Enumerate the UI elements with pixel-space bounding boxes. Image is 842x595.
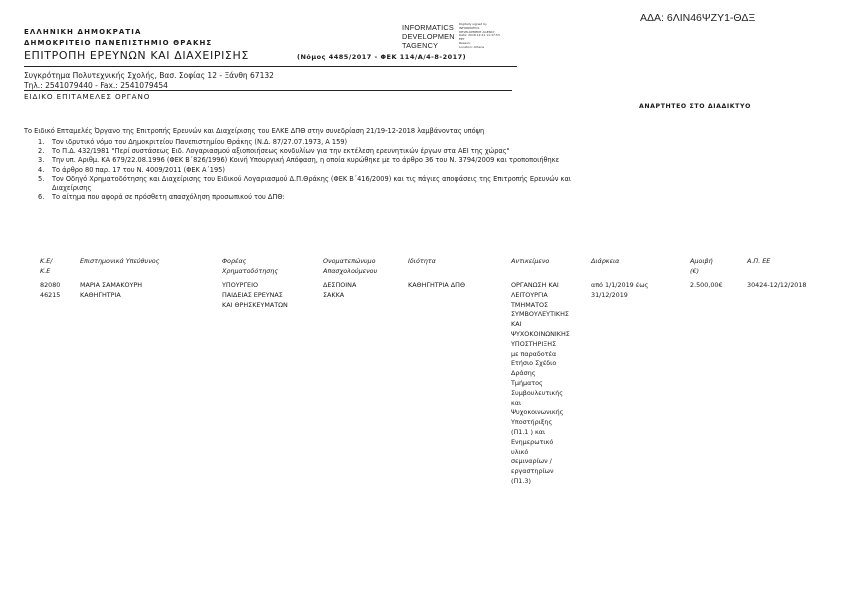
university-heading: ΔΗΜΟΚΡΙΤΕΙΟ ΠΑΝΕΠΙΣΤΗΜΙΟ ΘΡΑΚΗΣ [24,39,213,47]
committee-heading: ΕΠΙΤΡΟΠΗ ΕΡΕΥΝΩΝ ΚΑΙ ΔΙΑΧΕΙΡΙΣΗΣ [24,49,249,62]
cell-fee: 2.500,00€ [690,281,723,289]
cell-ke: 82080 46215 [40,281,61,299]
cell-funding-body: ΥΠΟΥΡΓΕΙΟ ΠΑΙΔΕΙΑΣ ΕΡΕΥΝΑΣ ΚΑΙ ΘΡΗΣΚΕΥΜΑΤΩΝ [222,281,288,309]
phone-line: Τηλ.: 2541079440 - Fax.: 2541079454 [24,81,168,90]
address-line: Συγκρότημα Πολυτεχνικής Σχολής, Βασ. Σοφίας 12 - Ξάνθη 67132 [24,71,274,80]
cell-capacity: ΚΑΘΗΓΗΤΡΙΑ ΔΠΘ [408,281,466,289]
list-item: 2. Το Π.Δ. 432/1981 "Περί συστάσεως Ειδ. Λογαριασμού αξιοποιήσεως κονδυλίων για την εκτέλεση ερευνητικών έργων στα ΑΕΙ της χώρας" [38,147,510,156]
list-item: 6. Το αίτημα που αφορά σε πρόσθετη απασχόληση προσωπικού του ΔΠΘ: [38,193,285,202]
col-header-responsible: Επιστημονικά Υπεύθυνος [80,257,160,265]
logo-line-3: TAGENCY [402,41,439,50]
intro-paragraph: Το Ειδικό Επταμελές Όργανο της Επιτροπής Ερευνών και Διαχείρισης του ΕΛΚΕ ΔΠΘ στην συνεδρίαση 21/19-12-2018 λαμβάνοντας υπόψη [24,127,485,135]
col-header-subject: Αντικείμενο [511,257,550,265]
law-reference: (Νόμος 4485/2017 - ΦΕΚ 114/Α/4-8-2017) [297,53,467,61]
list-item: 4. Το άρθρο 80 παρ. 17 του Ν. 4009/2011 (ΦΕΚ Α΄195) [38,165,225,174]
address-divider [24,90,512,91]
col-header-duration: Διάρκεια [591,257,620,265]
list-item: 3. Την υπ. Αριθμ. ΚΑ 679/22.08.1996 (ΦΕΚ Β΄826/1996) Κοινή Υπουργική Απόφαση, η οποία κυρώθηκε με το άρθρο 36 του Ν. 3794/2009 και τροποποιήθηκε [38,156,560,165]
header-divider [24,66,517,67]
col-header-ap: Α.Π. ΕΕ [747,257,771,265]
organ-title: ΕΙΔΙΚΟ ΕΠΙΤΑΜΕΛΕΣ ΟΡΓΑΝΟ [24,92,151,101]
col-header-fee: Αμοιβή (€) [690,257,713,275]
digital-signature-text: Digitally signed by INFORMATICS DEVELOPMENT AGENCY Date: 2018.12.21 11:37:53 EET Reason: Location: Athens [459,22,500,49]
cell-subject: ΟΡΓΑΝΩΣΗ ΚΑΙ ΛΕΙΤΟΥΡΓΙΑ ΤΜΗΜΑΤΟΣ ΣΥΜΒΟΥΛΕΥΤΙΚΗΣ ΚΑΙ ΨΥΧΟΚΟΙΝΩΝΙΚΗΣ ΥΠΟΣΤΗΡΙΞΗΣ με παραδοτέα Ετήσιο Σχέδιο Δράσης Τμήματος Συμβουλευτικής και Ψυχοκοινωνικής Υποστήριξης (Π1.1 ) και Ενημερωτικό υλικό σεμιναρίων / εργαστηρίων (Π1.3) [511,281,570,485]
list-item: 1. Τον ιδρυτικό νόμο του Δημοκριτείου Πανεπιστημίου Θράκης (Ν.Δ. 87/27.07.1973, Α 159) [38,138,348,146]
posted-online-label: ΑΝΑΡΤΗΤΕΟ ΣΤΟ ΔΙΑΔΙΚΤΥΟ [639,103,751,110]
cell-duration: από 1/1/2019 έως 31/12/2019 [591,281,649,299]
col-header-employee: Ονοματεπώνυμο Απασχολούμενου [323,257,378,275]
cell-ap: 30424-12/12/2018 [747,281,807,289]
cell-responsible: ΜΑΡΙΑ ΣΑΜΑΚΟΥΡΗ ΚΑΘΗΓΗΤΡΙΑ [80,281,143,299]
ada-code: ΑΔΑ: 6ΛΙΝ46ΨΖΥ1-ΘΔΞ [640,12,756,24]
considerations-list [38,138,571,202]
list-item: 5. Τον Οδηγό Χρηματοδότησης και Διαχείρισης του Ειδικού Λογαριασμού Δ.Π.Θράκης (ΦΕΚ Β΄416/2009) και τις πάγιες αποφάσεις της Επιτροπής Ερευνών και Διαχείρισης [38,174,572,192]
logo-line-1: INFORMATICS [402,23,454,32]
cell-employee: ΔΕΣΠΟΙΝΑ ΣΑΚΚΑ [323,281,357,299]
col-header-ke: Κ.Ε/ Κ.Ε [40,257,53,275]
col-header-capacity: Ιδιότητα [408,257,436,265]
republic-heading: ΕΛΛΗΝΙΚΗ ΔΗΜΟΚΡΑΤΙΑ [24,28,142,36]
logo-line-2: DEVELOPMEN [402,32,455,41]
col-header-funding-body: Φορέας Χρηματοδότησης [222,257,279,275]
